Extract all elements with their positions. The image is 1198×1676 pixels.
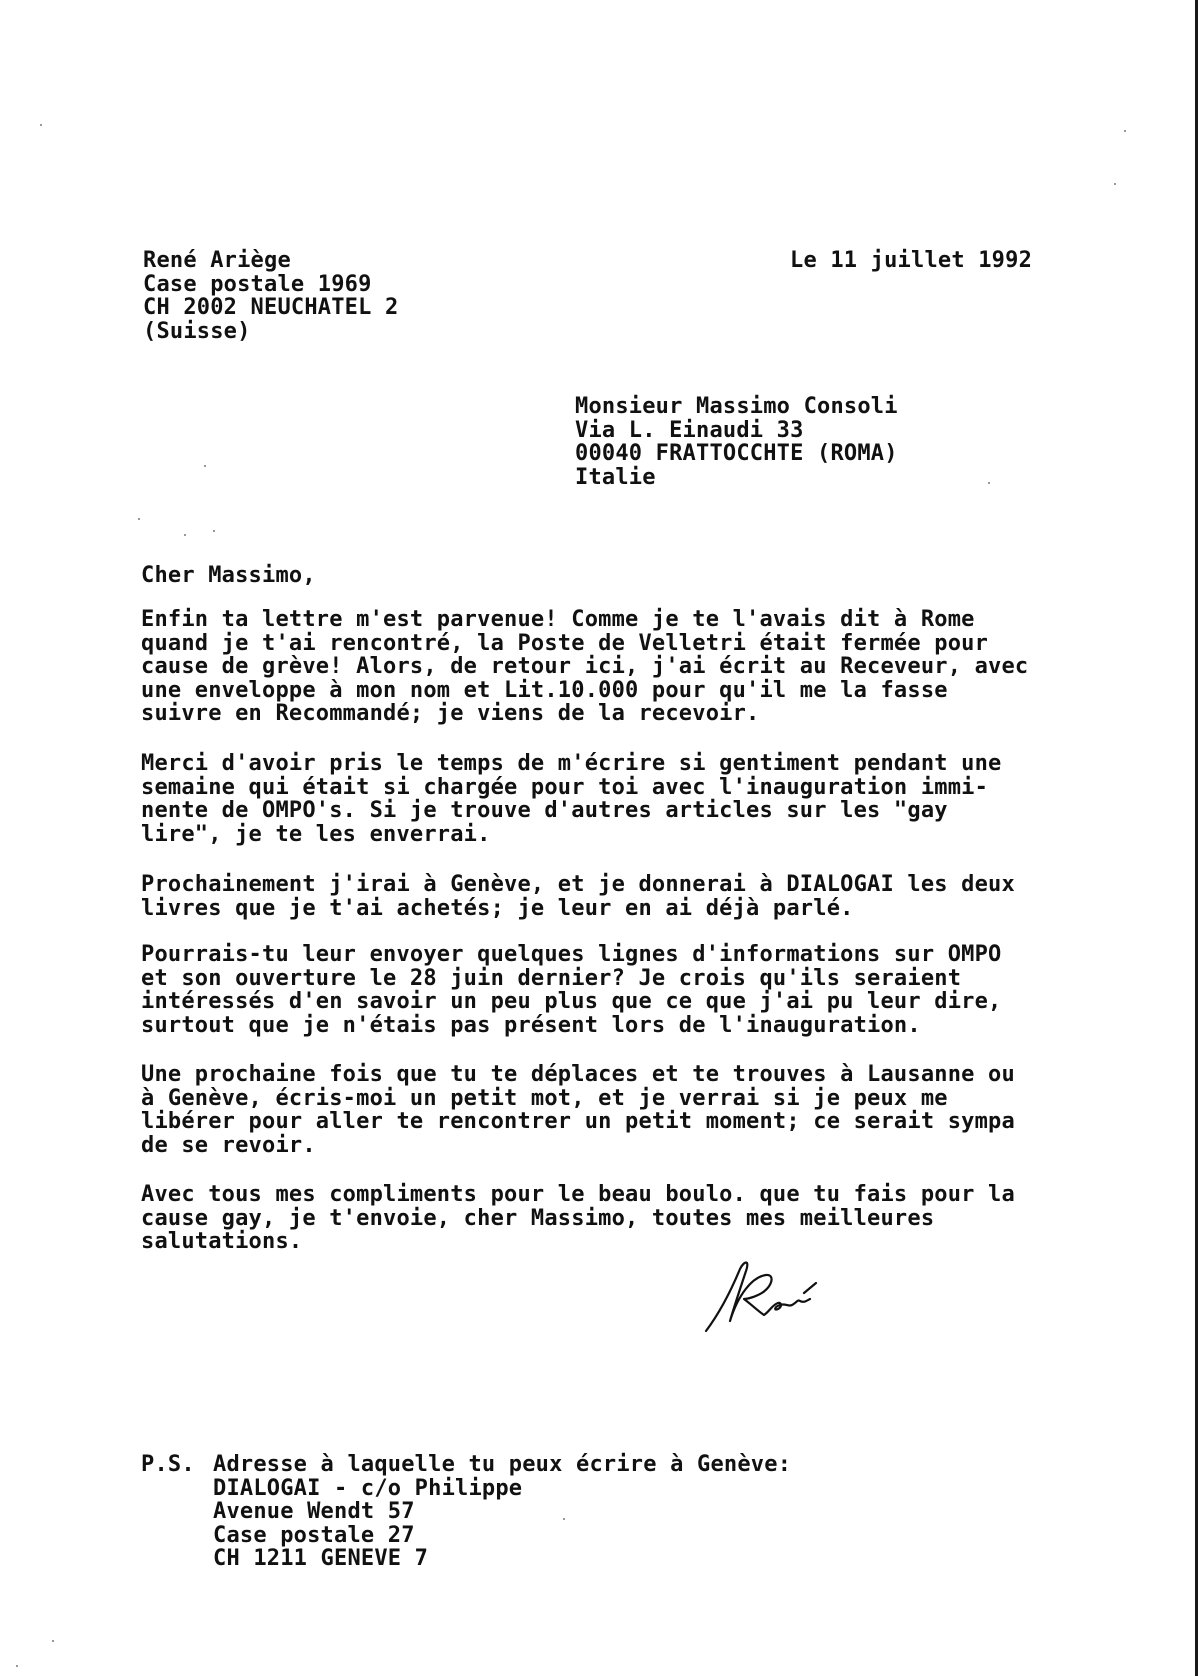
salutation	[141, 564, 316, 588]
paragraph-line: Enfin ta lettre m'est parvenue! Comme je te l'avais dit à Rome	[141, 607, 975, 632]
paragraph-line: à Genève, écris-moi un petit mot, et je verrai si je peux me	[141, 1085, 948, 1111]
ps-line: DIALOGAI - c/o Philippe	[213, 1475, 523, 1501]
paragraph-line: salutations.	[141, 1229, 303, 1254]
paragraph-1	[141, 608, 1028, 726]
salutation-text: Cher Massimo,	[141, 563, 316, 588]
paragraph-line: Prochainement j'irai à Genève, et je donnerai à DIALOGAI les deux	[141, 872, 1015, 897]
paragraph-line: semaine qui était si chargée pour toi avec l'inauguration immi-	[141, 774, 989, 800]
paragraph-2	[141, 752, 1002, 846]
paragraph-line: Merci d'avoir pris le temps de m'écrire si gentiment pendant une	[141, 751, 1002, 776]
paragraph-line: surtout que je n'étais pas présent lors de l'inauguration.	[141, 1012, 921, 1038]
paragraph-line: suivre en Recommandé; je viens de la recevoir.	[141, 701, 760, 726]
paragraph-3	[141, 873, 1015, 920]
date-text: Le 11 juillet 1992	[790, 248, 1033, 273]
sender-line: CH 2002 NEUCHATEL 2	[143, 295, 399, 320]
recipient-line: 00040 FRATTOCCHTE (ROMA)	[575, 441, 898, 466]
recipient-line: Via L. Einaudi 33	[575, 417, 804, 443]
ps-line: CH 1211 GENEVE 7	[213, 1546, 429, 1571]
ps-line: Case postale 27	[213, 1522, 415, 1548]
paragraph-6	[141, 1183, 1015, 1254]
paragraph-line: et son ouverture le 28 juin dernier? Je crois qu'ils seraient	[141, 965, 962, 991]
postscript	[213, 1453, 791, 1571]
paragraph-line: Pourrais-tu leur envoyer quelques lignes d'informations sur OMPO	[141, 942, 1002, 967]
sender-address	[143, 249, 398, 343]
paragraph-line: de se revoir.	[141, 1132, 316, 1158]
sender-line: Case postale 1969	[143, 271, 372, 297]
paragraph-line: une enveloppe à mon nom et Lit.10.000 pour qu'il me la fasse	[141, 677, 948, 703]
paragraph-line: intéressés d'en savoir un peu plus que ce que j'ai pu leur dire,	[141, 989, 1002, 1014]
ps-label-text: P.S.	[141, 1452, 195, 1477]
paragraph-line: cause de grève! Alors, de retour ici, j'ai écrit au Receveur, avec	[141, 654, 1029, 679]
letter-date	[790, 249, 1032, 273]
ps-line: Avenue Wendt 57	[213, 1499, 415, 1524]
ps-line: Adresse à laquelle tu peux écrire à Genève:	[213, 1452, 792, 1477]
sender-line: René Ariège	[143, 248, 291, 273]
paragraph-line: lire", je te les enverrai.	[141, 821, 491, 847]
handwritten-signature	[700, 1255, 830, 1335]
paragraph-line: cause gay, je t'envoie, cher Massimo, toutes mes meilleures	[141, 1205, 935, 1231]
paragraph-line: libérer pour aller te rencontrer un petit moment; ce serait sympa	[141, 1109, 1015, 1134]
sender-line: (Suisse)	[143, 318, 251, 344]
recipient-line: Italie	[575, 464, 656, 490]
paragraph-line: livres que je t'ai achetés; je leur en ai déjà parlé.	[141, 895, 854, 921]
paragraph-line: Une prochaine fois que tu te déplaces et te trouves à Lausanne ou	[141, 1062, 1015, 1087]
postscript-label	[141, 1453, 195, 1477]
paragraph-line: Avec tous mes compliments pour le beau boulo. que tu fais pour la	[141, 1182, 1015, 1207]
paragraph-4	[141, 943, 1002, 1037]
paragraph-5	[141, 1063, 1015, 1157]
paragraph-line: quand je t'ai rencontré, la Poste de Velletri était fermée pour	[141, 630, 989, 656]
recipient-line: Monsieur Massimo Consoli	[575, 394, 898, 419]
paragraph-line: nente de OMPO's. Si je trouve d'autres articles sur les "gay	[141, 798, 948, 823]
recipient-address	[575, 395, 898, 489]
